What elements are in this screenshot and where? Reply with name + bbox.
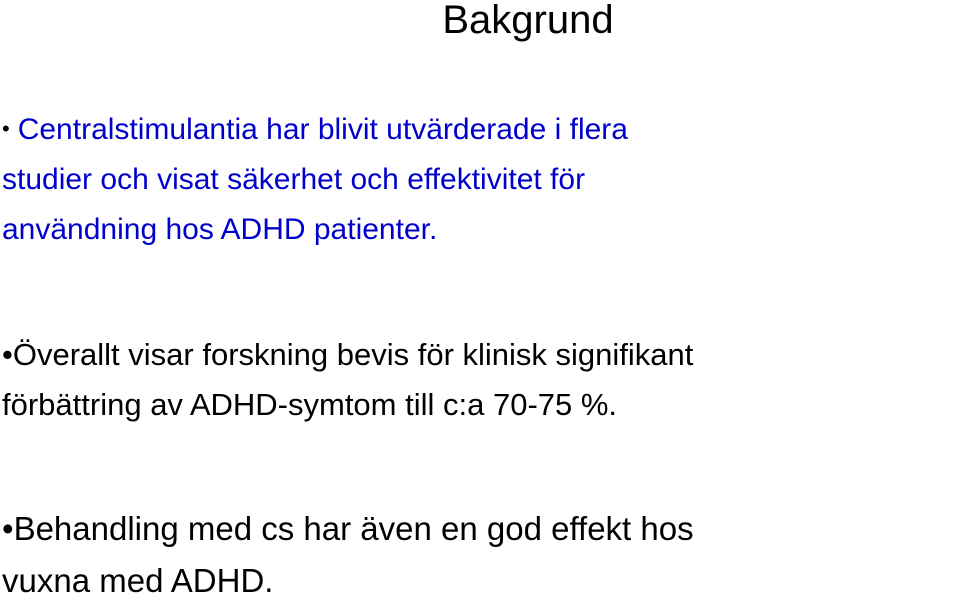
bullet-text: Behandling med cs har även en god effekt hos (13, 510, 694, 547)
bullet-line: studier och visat säkerhet och effektivitet för (2, 163, 586, 196)
slide-title: Bakgrund (442, 0, 614, 42)
bullet-item-2 (2, 330, 957, 430)
bullet-dot-icon: • (2, 337, 13, 372)
bullet-item-1 (2, 104, 957, 255)
bullet-line: förbättring av ADHD-symtom till c:a 70-75 %. (2, 387, 618, 422)
bullet-line (2, 104, 957, 155)
bullet-dot-icon: • (2, 510, 14, 547)
bullet-line (2, 330, 957, 380)
bullet-line (2, 503, 957, 555)
bullet-line: användning hos ADHD patienter. (2, 213, 438, 246)
bullet-dot-icon: • (2, 116, 10, 141)
bullet-text: Överallt visar forskning bevis för klinisk signifikant (12, 337, 694, 372)
bullet-text: Centralstimulantia har blivit utvärderade i flera (17, 113, 628, 146)
bullet-item-3 (2, 503, 957, 607)
bullet-line: vuxna med ADHD. (2, 562, 274, 599)
